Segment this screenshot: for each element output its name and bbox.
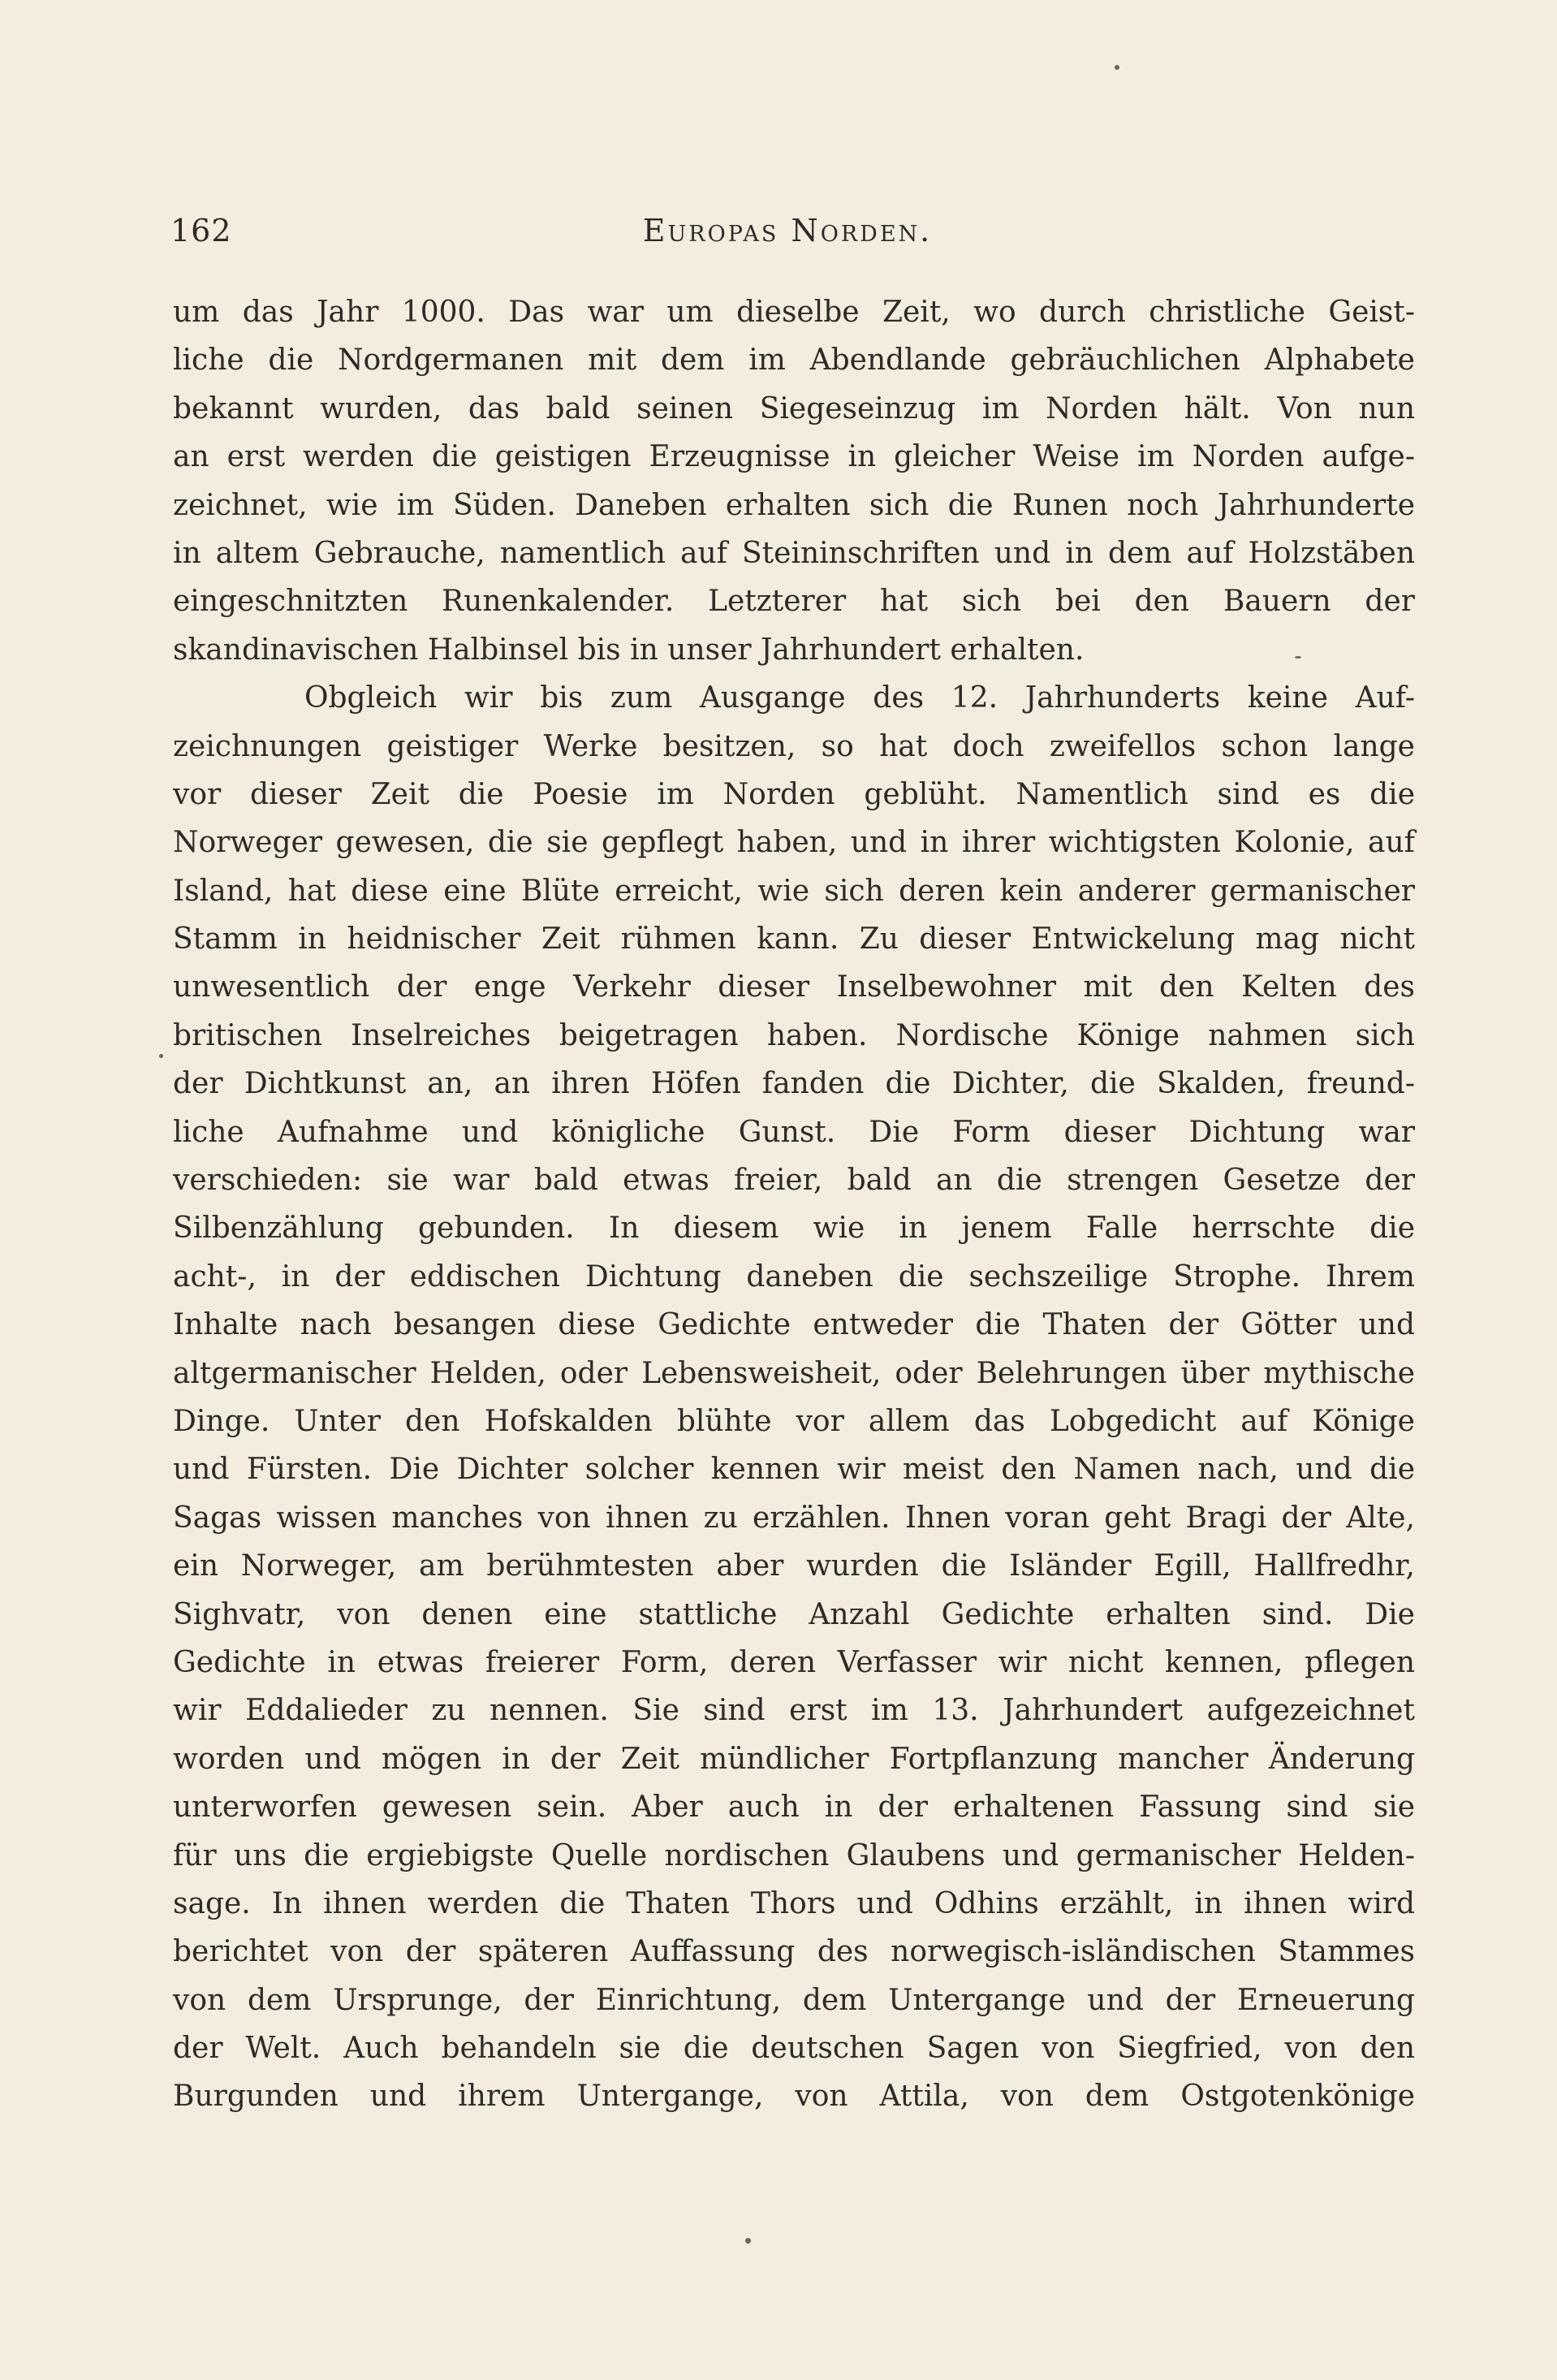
ink-speck xyxy=(745,2238,751,2244)
text-line: um das Jahr 1000. Das war um dieselbe Zeit, wo durch christliche Geist- xyxy=(173,296,1415,329)
text-line: an erst werden die geistigen Erzeugnisse in gleicher Weise im Norden aufge- xyxy=(173,440,1415,474)
text-line: skandinavischen Halbinsel bis in unser Jahrhundert erhalten. xyxy=(173,633,1085,667)
text-line: unterworfen gewesen sein. Aber auch in der erhaltenen Fassung sind sie xyxy=(173,1790,1415,1825)
text-line: ein Norweger, am berühmtesten aber wurden die Isländer Egill, Hallfredhr, xyxy=(173,1549,1415,1583)
text-line: Silbenzählung gebunden. In diesem wie in jenem Falle herrschte die xyxy=(173,1212,1415,1246)
page-header xyxy=(170,213,1404,261)
ink-speck xyxy=(159,1054,163,1058)
text-line: der Dichtkunst an, an ihren Höfen fanden die Dichter, die Skalden, freund- xyxy=(173,1067,1415,1101)
text-line: Norweger gewesen, die sie gepflegt haben, und in ihrer wichtigsten Kolonie, auf xyxy=(173,826,1415,860)
text-line: sage. In ihnen werden die Thaten Thors und Odhins erzählt, in ihnen wird xyxy=(173,1886,1415,1920)
text-line: britischen Inselreiches beigetragen haben. Nordische Könige nahmen sich xyxy=(173,1018,1415,1052)
text-line: Sagas wissen manches von ihnen zu erzählen. Ihnen voran geht Bragi der Alte, xyxy=(173,1501,1415,1535)
text-line: für uns die ergiebigste Quelle nordischen Glaubens und germanischer Helden- xyxy=(173,1838,1415,1872)
text-line: und Fürsten. Die Dichter solcher kennen wir meist den Namen nach, und die xyxy=(173,1453,1415,1487)
text-line: von dem Ursprunge, der Einrichtung, dem Untergange und der Erneuerung xyxy=(173,1983,1415,2017)
text-line: bekannt wurden, das bald seinen Siegeseinzug im Norden hält. Von nun xyxy=(173,391,1415,425)
text-line: worden und mögen in der Zeit mündlicher Fortpflanzung mancher Änderung xyxy=(173,1742,1415,1776)
text-line: altgermanischer Helden, oder Lebensweisheit, oder Belehrungen über mythische xyxy=(173,1356,1415,1390)
text-line: Stamm in heidnischer Zeit rühmen kann. Zu dieser Entwickelung mag nicht xyxy=(173,922,1415,957)
text-line: zeichnet, wie im Süden. Daneben erhalten sich die Runen noch Jahrhunderte xyxy=(173,488,1415,522)
text-line: Obgleich wir bis zum Ausgange des 12. Jahrhunderts keine Auf- xyxy=(304,681,1415,715)
ink-speck xyxy=(1295,656,1301,659)
text-line: Sighvatr, von denen eine stattliche Anzahl Gedichte erhalten sind. Die xyxy=(173,1597,1415,1631)
text-line: wir Eddalieder zu nennen. Sie sind erst im 13. Jahrhundert aufgezeichnet xyxy=(173,1694,1415,1728)
body-text xyxy=(173,288,1415,2121)
page-number: 162 xyxy=(170,213,232,248)
text-line: Gedichte in etwas freierer Form, deren Verfasser wir nicht kennen, pflegen xyxy=(173,1645,1415,1679)
text-line: der Welt. Auch behandeln sie die deutschen Sagen von Siegfried, von den xyxy=(173,2032,1415,2066)
text-line: vor dieser Zeit die Poesie im Norden geblüht. Namentlich sind es die xyxy=(173,777,1415,811)
text-line: zeichnungen geistiger Werke besitzen, so hat doch zweifellos schon lange xyxy=(173,729,1415,763)
text-line: in altem Gebrauche, namentlich auf Steininschriften und in dem auf Holzstäben xyxy=(173,536,1415,570)
text-line: unwesentlich der enge Verkehr dieser Inselbewohner mit den Kelten des xyxy=(173,970,1415,1004)
text-line: Inhalte nach besangen diese Gedichte entweder die Thaten der Götter und xyxy=(173,1308,1415,1342)
text-line: Burgunden und ihrem Untergange, von Attila, von dem Ostgotenkönige xyxy=(173,2080,1415,2114)
text-line: Island, hat diese eine Blüte erreicht, wie sich deren kein anderer germanischer xyxy=(173,874,1415,908)
running-title: Europas Norden. xyxy=(642,213,933,248)
text-line: liche Aufnahme und königliche Gunst. Die Form dieser Dichtung war xyxy=(173,1115,1415,1149)
text-line: eingeschnitzten Runenkalender. Letzterer hat sich bei den Bauern der xyxy=(173,585,1415,619)
ink-speck xyxy=(1115,65,1119,70)
text-line: Dinge. Unter den Hofskalden blühte vor allem das Lobgedicht auf Könige xyxy=(173,1404,1415,1438)
text-line: acht-, in der eddischen Dichtung daneben die sechszeilige Strophe. Ihrem xyxy=(173,1259,1415,1294)
text-line: liche die Nordgermanen mit dem im Abendlande gebräuchlichen Alphabete xyxy=(173,343,1415,378)
text-line: verschieden: sie war bald etwas freier, bald an die strengen Gesetze der xyxy=(173,1164,1415,1198)
text-line: berichtet von der späteren Auffassung des norwegisch-isländischen Stammes xyxy=(173,1935,1415,1969)
